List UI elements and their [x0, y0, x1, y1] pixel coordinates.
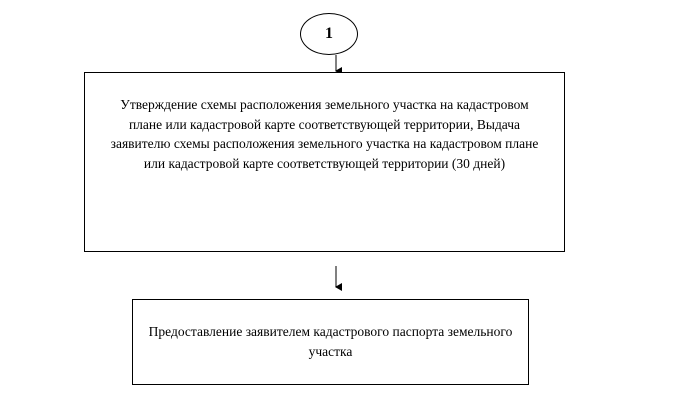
start-node-circle	[300, 13, 358, 55]
start-node-label: 1	[325, 25, 333, 42]
step-text-cadastral-passport: Предоставление заявителем кадастрового паспорта земельного участка	[148, 324, 513, 359]
step-box-cadastral-passport	[132, 299, 529, 385]
step-text-approval: Утверждение схемы расположения земельного участка на кадастровом плане или кадастровой карте соответствующей территории, Выдача заявителю схемы расположения земельного участка на кадастровом плане или кадастровой карте соответствующей территории (30 дней)	[110, 97, 539, 171]
step-box-approval	[84, 72, 565, 252]
